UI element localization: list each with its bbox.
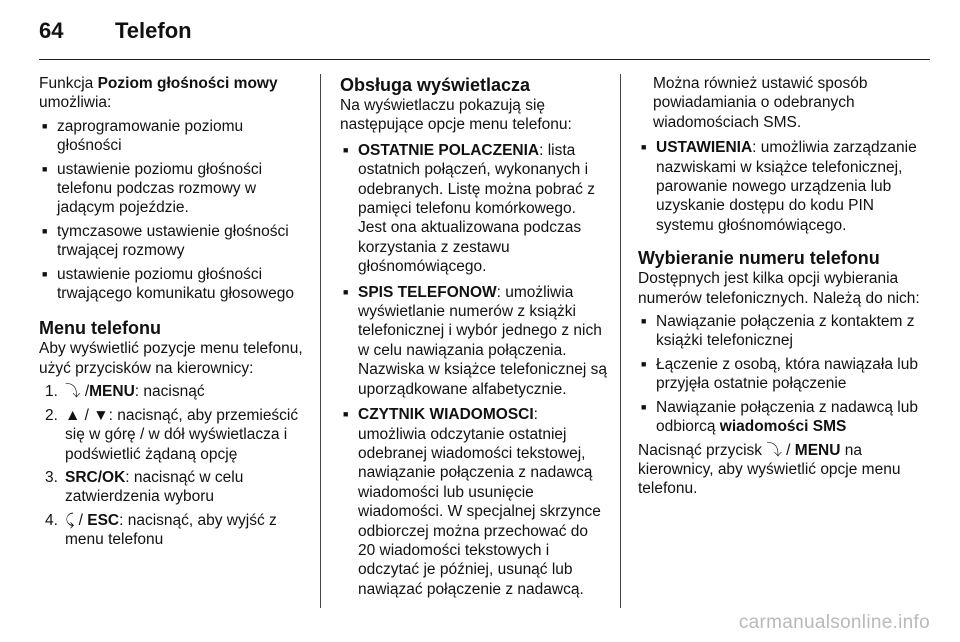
list-item: ■ USTAWIENIA: umożliwia zarządzanie nazwiskami w książce telefonicznej, parowanie nowego urządzenia lub uzyskanie dostępu do kodu PIN systemu głośnomówiącego. (638, 138, 920, 235)
column-2 (340, 74, 608, 599)
column-divider-1 (320, 74, 321, 608)
header-rule (39, 59, 930, 60)
list-item: ■ Łączenie z osobą, która nawiązała lub przyjęła ostatnie połączenie (638, 355, 920, 394)
list-item: ■ Nawiązanie połączenia z nadawcą lub odbiorcą wiadomości SMS (638, 398, 920, 437)
step-item: 1. ⤵ /MENU: nacisnąć (45, 383, 205, 401)
up-down-arrows-icon: ▲ / ▼ (65, 406, 109, 424)
list-item: ■ zaprogramowanie poziomu głośności (39, 117, 307, 156)
list-item: ■ tymczasowe ustawienie głośności trwającej rozmowy (39, 222, 307, 261)
sms-notice-text: Można również ustawić sposób powiadamiania o odebranych wiadomościach SMS. (653, 75, 868, 131)
page-number: 64 (39, 18, 64, 43)
menu-heading: Menu telefonu (39, 318, 161, 339)
page-title: Telefon (115, 18, 192, 43)
back-key-icon: ⤹ (65, 511, 75, 529)
list-item: ■ Nawiązanie połączenia z kontaktem z książki telefonicznej (638, 312, 920, 351)
column-3 (638, 74, 920, 499)
step-item: 2. ▲ / ▼: nacisnąć, aby przemieścić się w górę / w dół wyświetlacza i podświetlić żądaną opcję (45, 406, 299, 463)
watermark: carmanualsonline.info (738, 612, 930, 633)
menu-key-icon: ⤵ (65, 383, 81, 401)
display-heading: Obsługa wyświetlacza (340, 75, 531, 95)
column-divider-2 (620, 74, 621, 608)
list-item: ■ SPIS TELEFONOW: umożliwia wyświetlanie numerów z książki telefonicznej i wybór jednego z nich w celu nawiązania połączenia. Nazwiska w książce telefonicznej są uporządkowane alfabetycznie. (340, 283, 608, 399)
column-1 (39, 74, 307, 550)
dial-heading: Wybieranie numeru telefonu (638, 248, 880, 269)
menu-intro: Aby wyświetlić pozycje menu telefonu, użyć przycisków na kierownicy: (39, 340, 303, 377)
list-item: ■ CZYTNIK WIADOMOSCI: umożliwia odczytanie ostatniej odebranej wiadomości tekstowej, nawiązanie połączenia z nadawcą wiadomości lub usunięcie wiadomości. W specjalnej skrzynce odbiorczej można przechować do 20 wiadomości tekstowych i odczytać je później, usunąć lub nawiązać połączenie z nadawcą. (340, 405, 608, 599)
volume-intro: Funkcja Poziom głośności mowy umożliwia: (39, 75, 278, 112)
dial-intro: Dostępnych jest kilka opcji wybierania numerów telefonicznych. Należą do nich: (638, 270, 920, 307)
step-item: 3. SRC/OK: nacisnąć w celu zatwierdzenia wyboru (45, 468, 244, 506)
press-instruction: Nacisnąć przycisk ⤵ / MENU na kierownicy, aby wyświetlić opcje menu telefonu. (638, 441, 901, 498)
step-item: 4. ⤹ / ESC: nacisnąć, aby wyjść z menu telefonu (45, 511, 277, 549)
list-item: ■ ustawienie poziomu głośności trwającego komunikatu głosowego (39, 265, 307, 304)
list-item: ■ ustawienie poziomu głośności telefonu podczas rozmowy w jadącym pojeździe. (39, 160, 307, 218)
list-item: ■ OSTATNIE POLACZENIA: lista ostatnich połączeń, wykonanych i odebranych. Listę można pobrać z pamięci telefonu komórkowego. Jest ona aktualizowana podczas korzystania z zestawu głośnomówiącego. (340, 141, 608, 277)
menu-key-icon: ⤵ (766, 441, 782, 459)
display-intro: Na wyświetlaczu pokazują się następujące opcje menu telefonu: (340, 97, 572, 134)
